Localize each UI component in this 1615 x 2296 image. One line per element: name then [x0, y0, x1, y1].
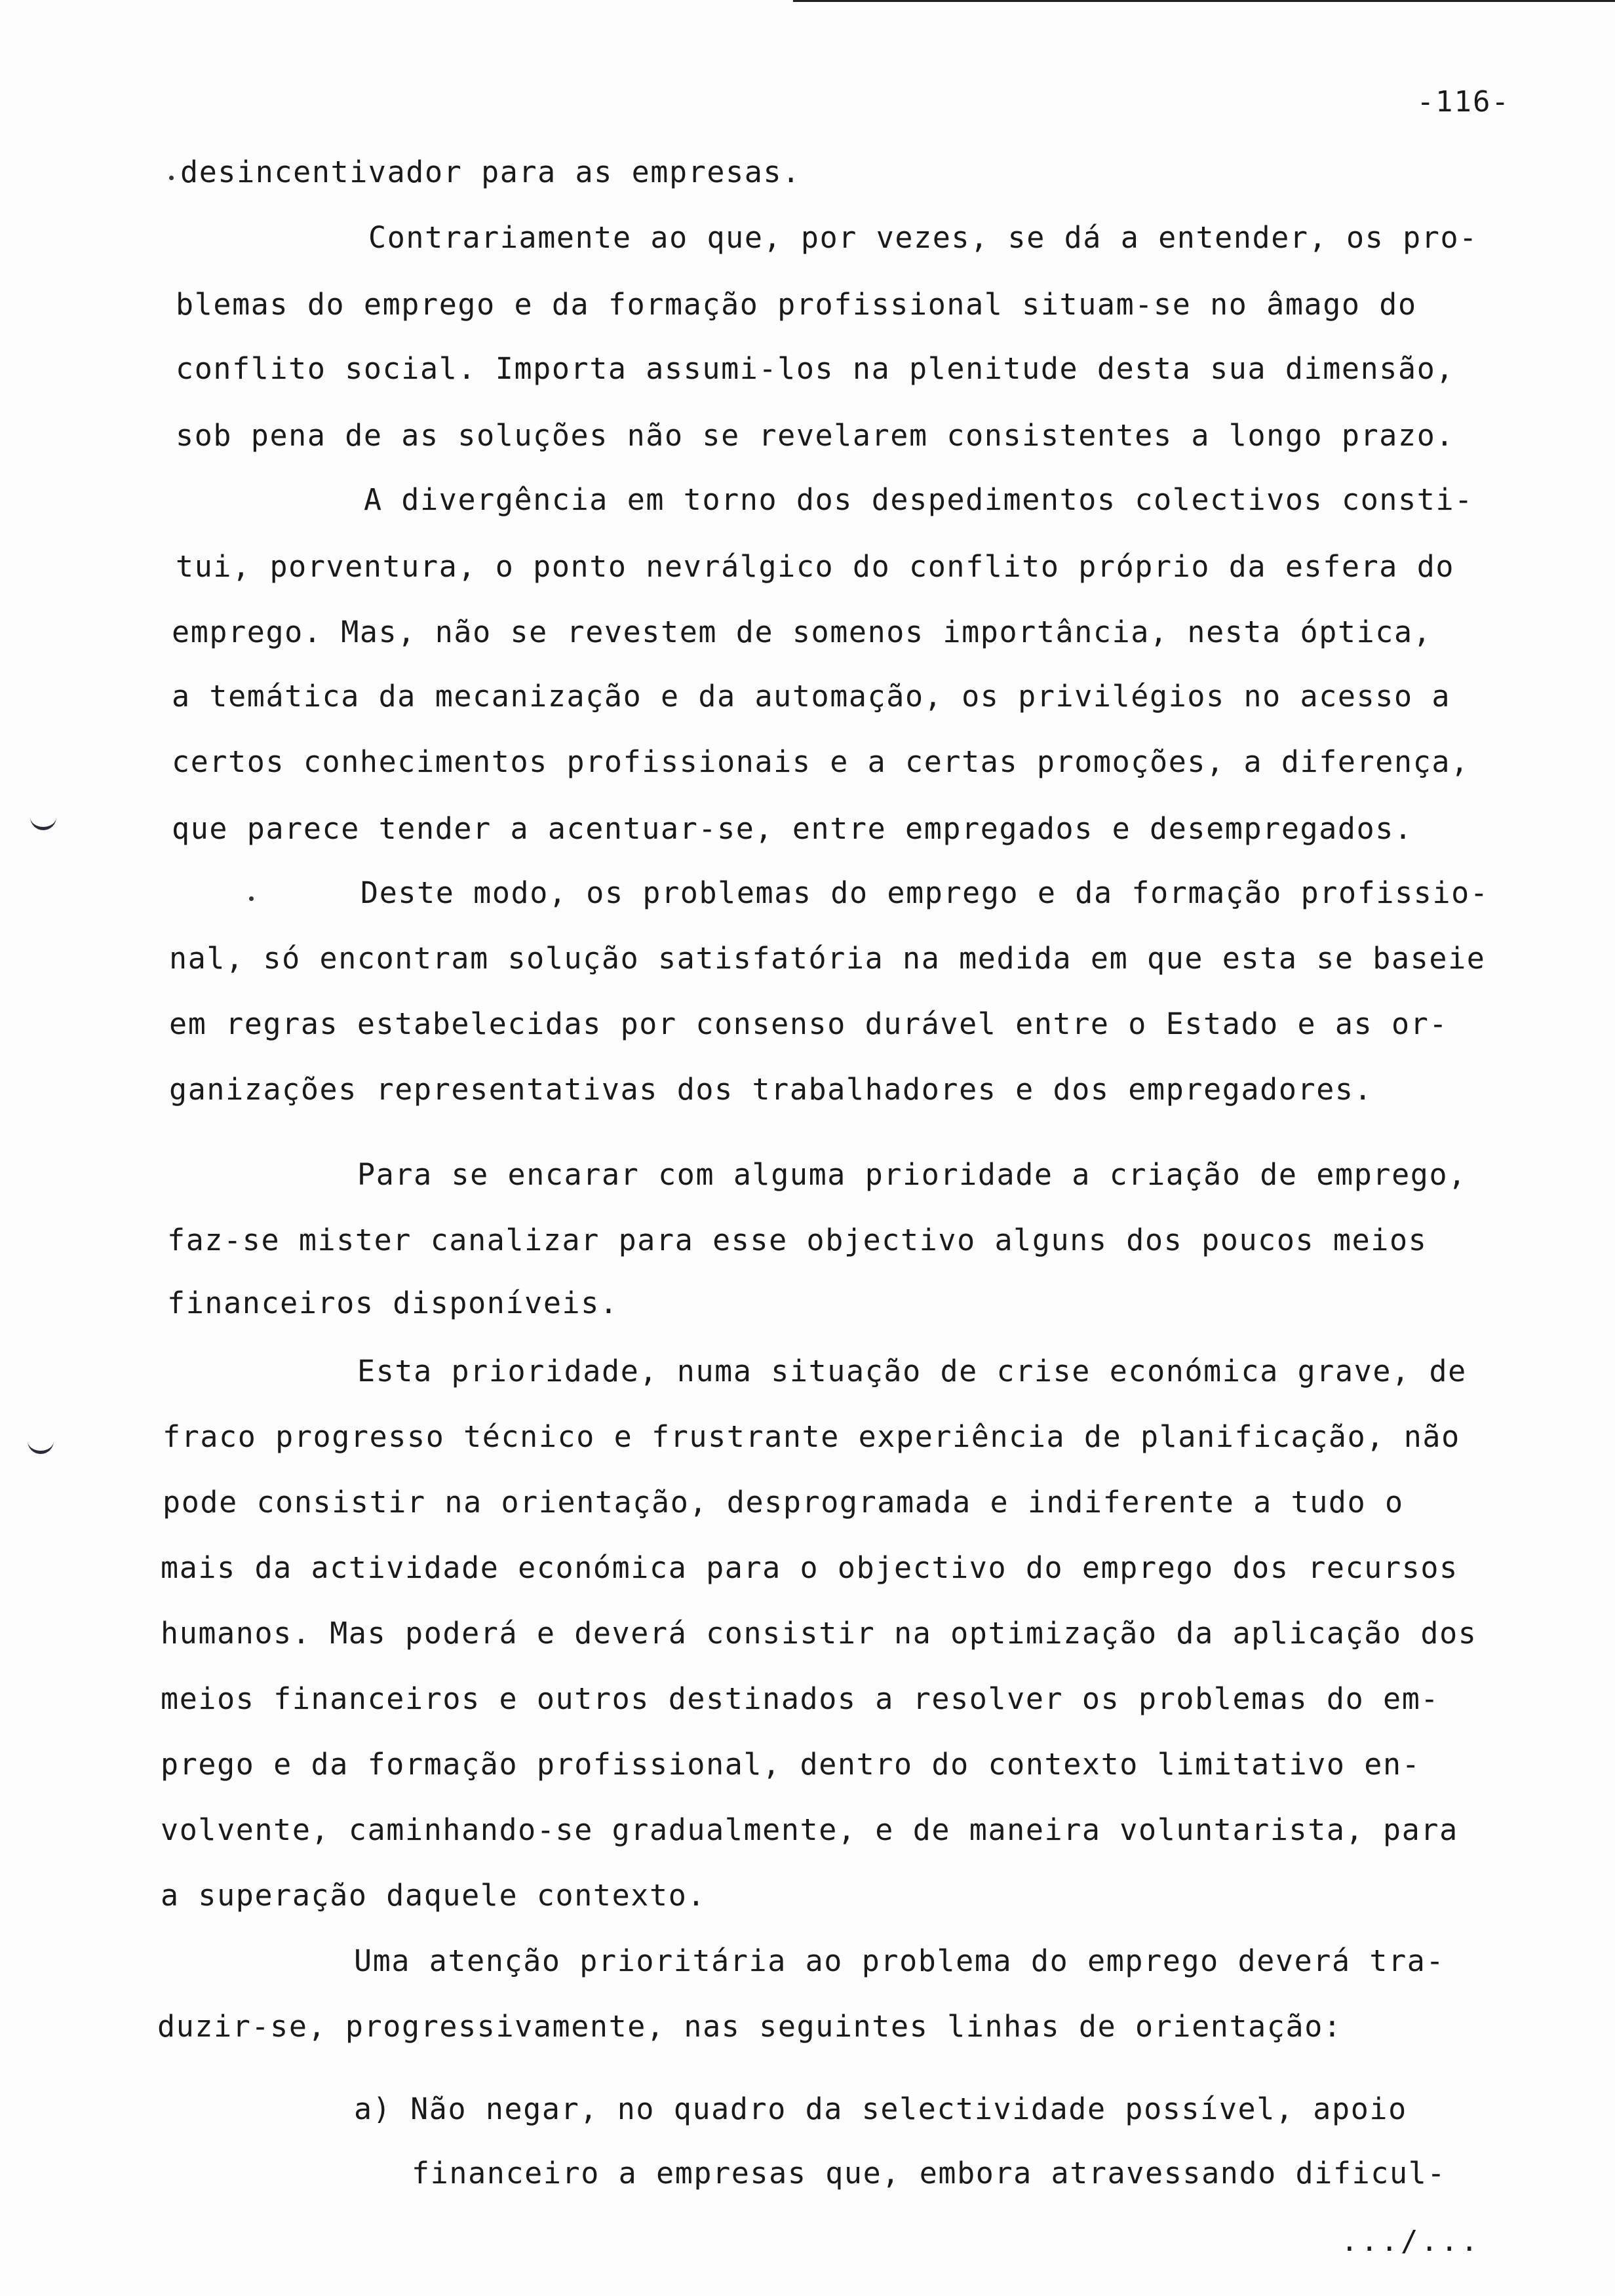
- text-line: blemas do emprego e da formação profissional situam-se no âmago do: [176, 287, 1417, 322]
- list-item-text: financeiro a empresas que, embora atravessando dificul-: [412, 2156, 1447, 2191]
- text-line: tui, porventura, o ponto nevrálgico do conflito próprio da esfera do: [176, 549, 1455, 584]
- list-item-text: a) Não negar, no quadro da selectividade possível, apoio: [354, 2092, 1407, 2126]
- text-line: pode consistir na orientação, desprogramada e indiferente a tudo o: [163, 1485, 1404, 1520]
- text-line: prego e da formação profissional, dentro do contexto limitativo en-: [161, 1747, 1421, 1782]
- text-line: que parece tender a acentuar-se, entre empregados e desempregados.: [172, 811, 1413, 846]
- text-line: A divergência em torno dos despedimentos colectivos consti-: [364, 482, 1473, 517]
- text-line: a superação daquele contexto.: [161, 1878, 707, 1913]
- text-line: humanos. Mas poderá e deverá consistir na optimização da aplicação dos: [161, 1616, 1477, 1651]
- text-line: mais da actividade económica para o objectivo do emprego dos recursos: [161, 1550, 1458, 1585]
- text-line: em regras estabelecidas por consenso durável entre o Estado e as or-: [169, 1006, 1449, 1041]
- stray-mark: [249, 896, 254, 901]
- text-line: Contrariamente ao que, por vezes, se dá a entender, os pro-: [368, 220, 1478, 255]
- continuation-marker: .../...: [1340, 2225, 1481, 2258]
- text-line: certos conhecimentos profissionais e a certas promoções, a diferença,: [172, 744, 1469, 779]
- text-line: duzir-se, progressivamente, nas seguintes linhas de orientação:: [157, 2009, 1342, 2044]
- text-line: emprego. Mas, não se revestem de somenos importância, nesta óptica,: [172, 615, 1432, 649]
- text-line: sob pena de as soluções não se revelarem consistentes a longo prazo.: [176, 418, 1455, 453]
- text-line: volvente, caminhando-se gradualmente, e de maneira voluntarista, para: [161, 1812, 1458, 1847]
- margin-check-mark: [28, 1436, 54, 1454]
- text-line: Uma atenção prioritária ao problema do emprego deverá tra-: [354, 1943, 1445, 1978]
- text-line: ganizações representativas dos trabalhadores e dos empregadores.: [169, 1072, 1373, 1107]
- stray-mark: [169, 176, 174, 180]
- text-line: Para se encarar com alguma prioridade a criação de emprego,: [357, 1157, 1467, 1192]
- text-line: nal, só encontram solução satisfatória na medida em que esta se baseie: [169, 941, 1486, 976]
- text-line: meios financeiros e outros destinados a resolver os problemas do em-: [161, 1681, 1440, 1716]
- top-border-line: [793, 0, 1615, 2]
- text-line: Deste modo, os problemas do emprego e da formação profissio-: [360, 875, 1489, 910]
- page-number: -116-: [1416, 85, 1510, 119]
- text-line: conflito social. Importa assumi-los na plenitude desta sua dimensão,: [176, 351, 1455, 386]
- text-line: financeiros disponíveis.: [167, 1286, 619, 1320]
- margin-check-mark: [30, 813, 56, 830]
- text-line: Esta prioridade, numa situação de crise económica grave, de: [357, 1354, 1467, 1388]
- text-line: desincentivador para as empresas.: [180, 155, 801, 189]
- text-line: faz-se mister canalizar para esse objectivo alguns dos poucos meios: [167, 1223, 1428, 1257]
- text-line: fraco progresso técnico e frustrante experiência de planificação, não: [163, 1419, 1460, 1454]
- text-line: a temática da mecanização e da automação, os privilégios no acesso a: [172, 679, 1451, 714]
